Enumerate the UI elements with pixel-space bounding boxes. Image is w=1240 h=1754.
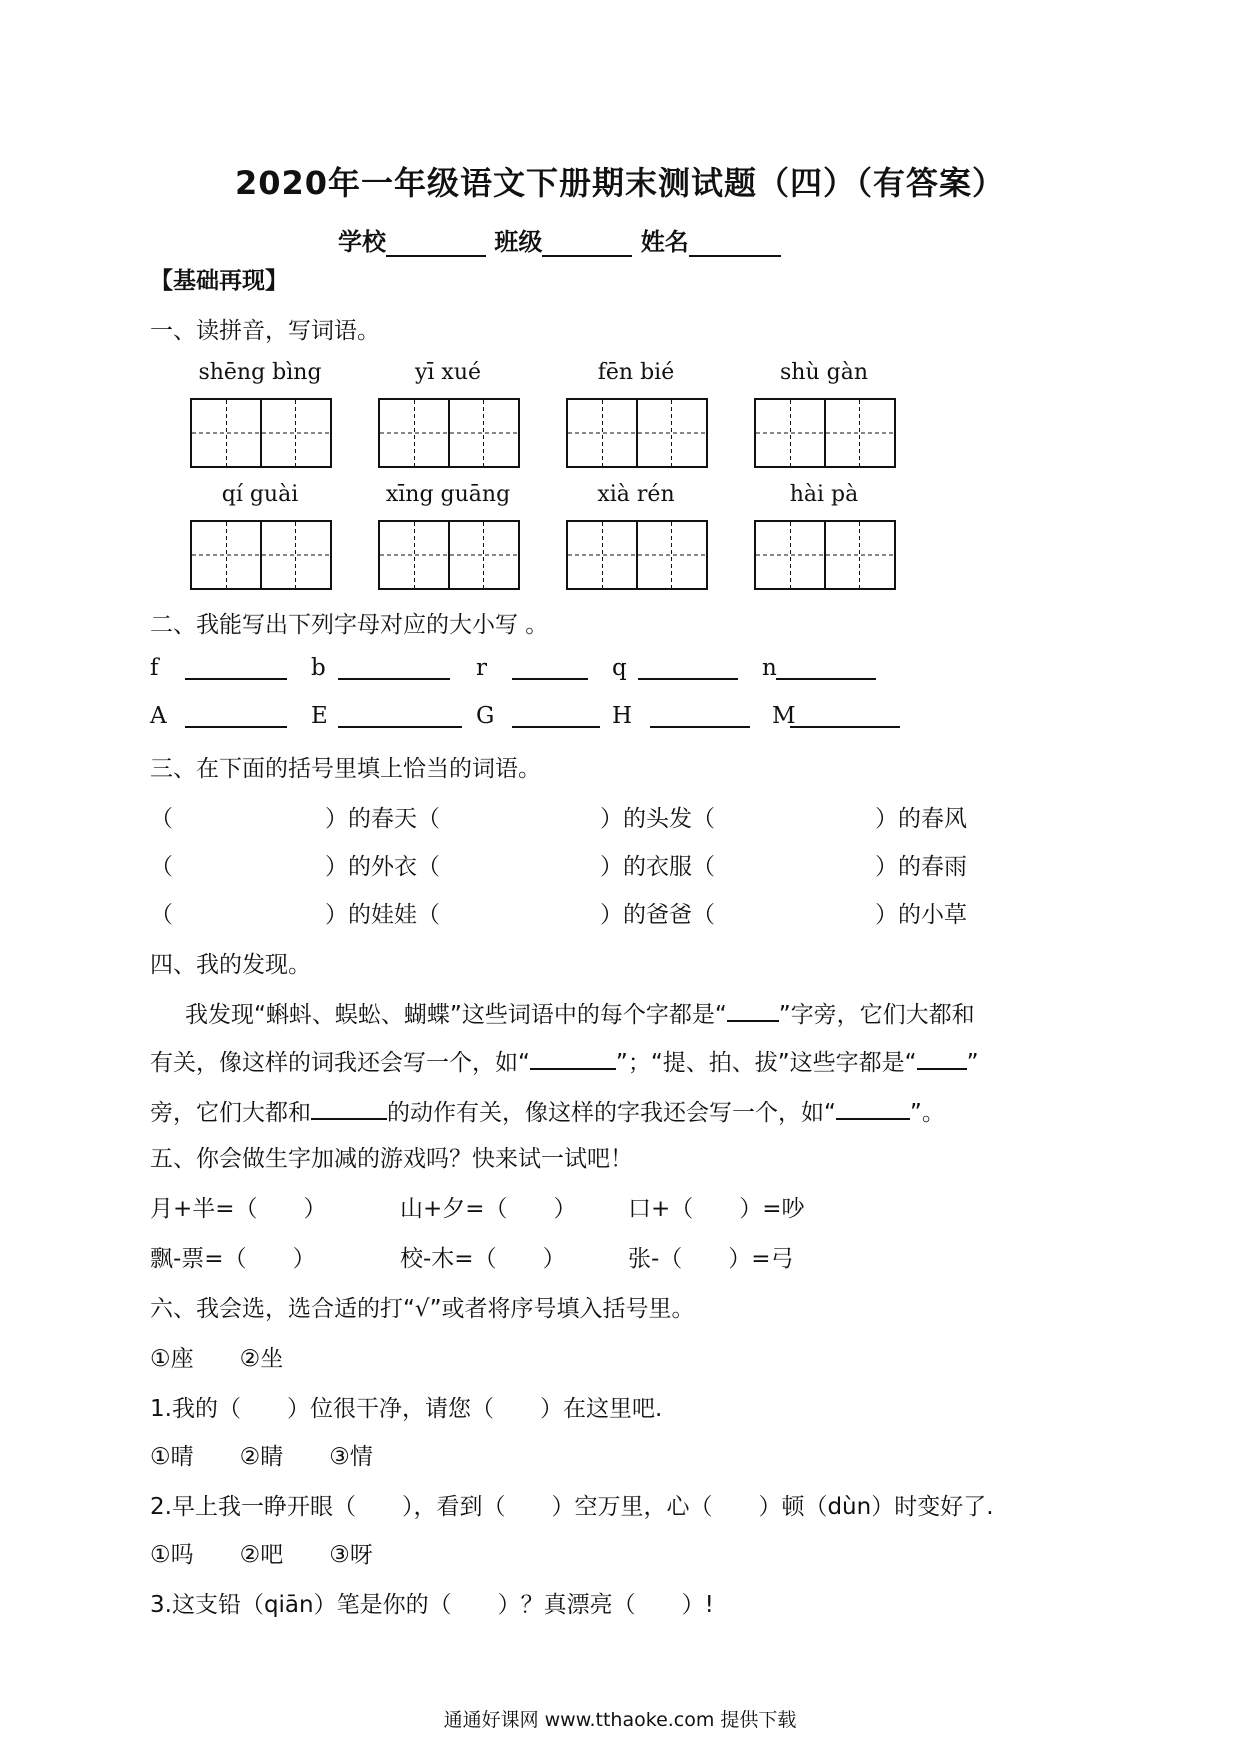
letter-n: n — [762, 655, 777, 681]
writing-grid-2[interactable] — [378, 398, 520, 468]
question-sentence: 1.我的（ ）位很干净，请您（ ）在这里吧. — [150, 1396, 663, 1422]
word-blank-phrase: ）的春天（ — [325, 806, 440, 832]
q4-heading: 四、我的发现。 — [150, 952, 311, 978]
name-blank[interactable] — [689, 233, 781, 257]
choice-options: ①座 ②坐 — [150, 1346, 284, 1372]
section-heading: 【基础再现】 — [150, 268, 288, 294]
paren-open: （ — [150, 902, 173, 928]
pinyin-7: xià rén — [597, 482, 675, 507]
pinyin-3: fēn bié — [597, 360, 675, 385]
pinyin-2: yī xué — [414, 360, 482, 385]
choice-options: ①晴 ②睛 ③情 — [150, 1444, 373, 1470]
q4-line-1: 我发现“蝌蚪、蜈蚣、蝴蝶”这些词语中的每个字都是“ ”字旁，它们大都和 — [185, 1002, 975, 1028]
letter-E: E — [311, 703, 328, 729]
letter-b: b — [311, 655, 326, 681]
answer-blank[interactable] — [727, 1000, 779, 1022]
writing-grid-6[interactable] — [378, 520, 520, 590]
class-label: 班级 — [494, 228, 543, 256]
q4-line-3: 旁，它们大都和 的动作有关，像这样的字我还会写一个，如“ ”。 — [150, 1100, 945, 1126]
letter-M: M — [772, 703, 796, 729]
page-footer: 通通好课网 www.tthaoke.com 提供下载 — [443, 1709, 797, 1731]
school-blank[interactable] — [386, 233, 486, 257]
question-sentence: 2.早上我一睁开眼（ ），看到（ ）空万里，心（ ）顿（dùn）时变好了. — [150, 1494, 994, 1520]
answer-blank[interactable] — [311, 1098, 387, 1120]
answer-blank[interactable] — [917, 1048, 967, 1070]
letter-q: q — [612, 655, 627, 681]
q3-heading: 三、在下面的括号里填上恰当的词语。 — [150, 756, 541, 782]
pinyin-5: qí guài — [221, 482, 299, 507]
q6-heading: 六、我会选，选合适的打“√”或者将序号填入括号里。 — [150, 1296, 695, 1322]
answer-blank[interactable] — [185, 706, 287, 728]
writing-grid-7[interactable] — [566, 520, 708, 590]
pinyin-1: shēng bìng — [198, 360, 322, 385]
word-blank-phrase: ）的外衣（ — [325, 854, 440, 880]
word-blank-phrase: ）的爸爸（ — [600, 902, 715, 928]
math-item: 口+（ ）=吵 — [628, 1196, 805, 1222]
math-item: 张-（ ）=弓 — [628, 1246, 794, 1272]
writing-grid-8[interactable] — [754, 520, 896, 590]
math-item: 校-木=（ ） — [400, 1246, 566, 1272]
paren-open: （ — [150, 806, 173, 832]
word-blank-phrase: ）的娃娃（ — [325, 902, 440, 928]
word-blank-phrase: ）的春风 — [875, 806, 967, 832]
letter-f: f — [150, 655, 159, 681]
letter-H: H — [612, 703, 633, 729]
answer-blank[interactable] — [650, 706, 750, 728]
q2-heading: 二、我能写出下列字母对应的大小写 。 — [150, 612, 549, 638]
answer-blank[interactable] — [638, 658, 738, 680]
q4-line-2: 有关，像这样的词我还会写一个，如“ ”；“提、拍、拔”这些字都是“ ” — [150, 1050, 979, 1076]
math-item: 飘-票=（ ） — [150, 1246, 316, 1272]
pinyin-8: hài pà — [789, 482, 859, 507]
question-sentence: 3.这支铅（qiān）笔是你的（ ）？真漂亮（ ）! — [150, 1592, 714, 1618]
writing-grid-1[interactable] — [190, 398, 332, 468]
class-blank[interactable] — [542, 233, 632, 257]
writing-grid-5[interactable] — [190, 520, 332, 590]
word-blank-phrase: ）的头发（ — [600, 806, 715, 832]
letter-A: A — [150, 703, 167, 729]
answer-blank[interactable] — [790, 706, 900, 728]
answer-blank[interactable] — [185, 658, 287, 680]
answer-blank[interactable] — [776, 658, 876, 680]
name-label: 姓名 — [640, 228, 689, 256]
student-info-line — [338, 222, 781, 257]
writing-grid-4[interactable] — [754, 398, 896, 468]
choice-options: ①吗 ②吧 ③呀 — [150, 1542, 373, 1568]
q5-heading: 五、你会做生字加减的游戏吗？快来试一试吧！ — [150, 1146, 633, 1172]
math-item: 山+夕=（ ） — [400, 1196, 577, 1222]
letter-G: G — [476, 703, 495, 729]
math-item: 月+半=（ ） — [150, 1196, 327, 1222]
school-label: 学校 — [338, 228, 386, 256]
answer-blank[interactable] — [512, 658, 588, 680]
answer-blank[interactable] — [512, 706, 600, 728]
letter-r: r — [476, 655, 487, 681]
pinyin-6: xīng guāng — [385, 482, 511, 507]
answer-blank[interactable] — [338, 706, 462, 728]
word-blank-phrase: ）的春雨 — [875, 854, 967, 880]
word-blank-phrase: ）的小草 — [875, 902, 967, 928]
q1-heading: 一、读拼音，写词语。 — [150, 318, 380, 344]
paren-open: （ — [150, 854, 173, 880]
page-title: 2020年一年级语文下册期末测试题（四）（有答案） — [234, 164, 1006, 202]
writing-grid-3[interactable] — [566, 398, 708, 468]
pinyin-4: shù gàn — [780, 360, 868, 385]
answer-blank[interactable] — [530, 1048, 616, 1070]
answer-blank[interactable] — [338, 658, 450, 680]
answer-blank[interactable] — [836, 1098, 910, 1120]
word-blank-phrase: ）的衣服（ — [600, 854, 715, 880]
